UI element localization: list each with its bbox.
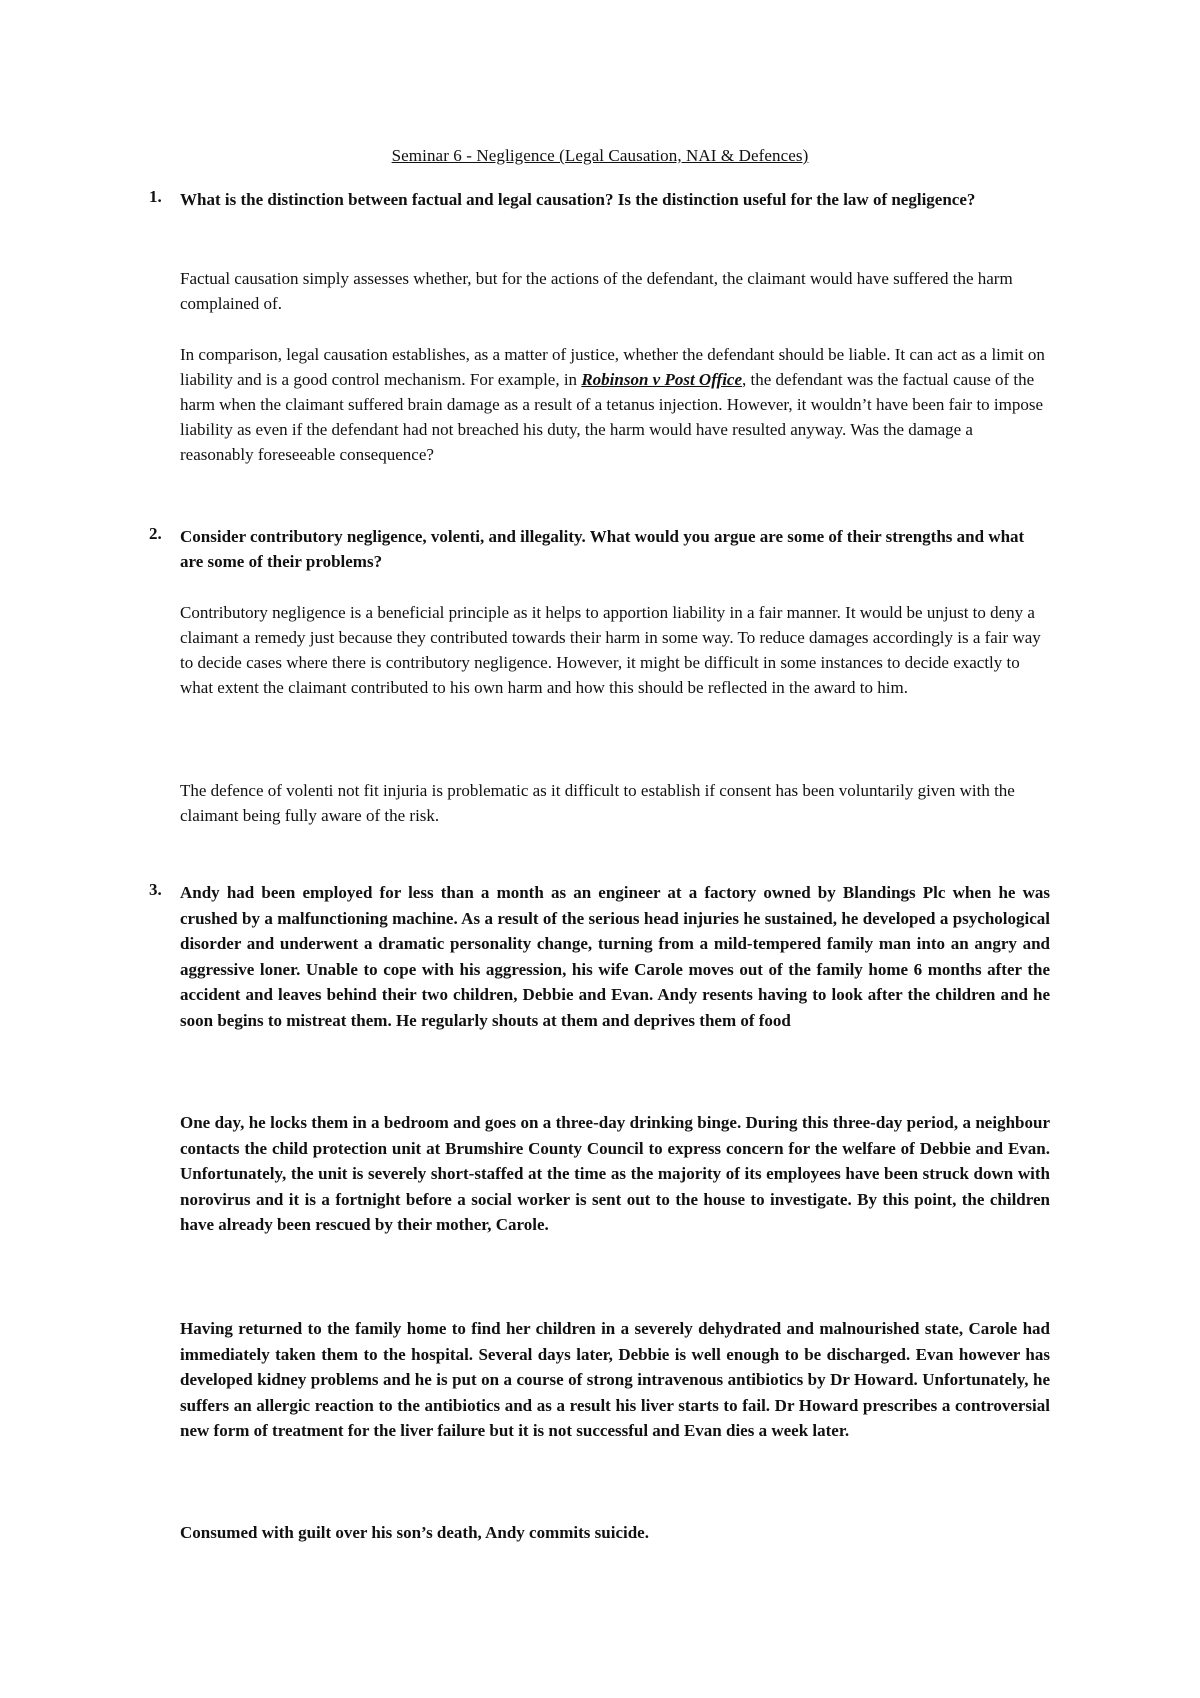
scenario-text: Andy had been employed for less than a month as an engineer at a factory owned by Blandings Plc when he was crushed by a malfunctioning machine. As a result of the serious head injuries he sustained, he developed a psychological disorder and underwent a dramatic personality change, turning from a mild-tempered family man into an angry and aggressive loner. Unable to cope with his aggression, his wife Carole moves out of the family home 6 months after the accident and leaves behind their two children, Debbie and Evan. Andy resents having to look after the children and he soon begins to mistreat them. He regularly shouts at them and deprives them of food [180, 883, 1050, 1030]
question-3-paragraph-3 [180, 1316, 1050, 1444]
question-3-paragraph-4 [180, 1520, 1050, 1546]
scenario-text: Having returned to the family home to find her children in a severely dehydrated and malnourished state, Carole had immediately taken them to the hospital. Several days later, Debbie is well enough to be discharged. Evan however has developed kidney problems and he is put on a course of strong intravenous antibiotics by Dr Howard. Unfortunately, he suffers an allergic reaction to the antibiotics and as a result his liver starts to fail. Dr Howard prescribes a controversial new form of treatment for the liver failure but it is not successful and Evan dies a week later. [180, 1319, 1050, 1440]
case-citation: Robinson v Post Office [581, 370, 743, 389]
question-3-paragraph-2 [180, 1110, 1050, 1238]
answer-text: Factual causation simply assesses whether, but for the actions of the defendant, the claimant would have suffered the harm complained of. [180, 269, 1013, 313]
scenario-text: One day, he locks them in a bedroom and goes on a three-day drinking binge. During this three-day period, a neighbour contacts the child protection unit at Brumshire County Council to express concern for the welfare of Debbie and Evan. Unfortunately, the unit is severely short-staffed at the time as the majority of its employees have been struck down with norovirus and it is a fortnight before a social worker is sent out to the house to investigate. By this point, the children have already been rescued by their mother, Carole. [180, 1113, 1050, 1234]
answer-text [180, 342, 1050, 467]
question-number: 1. [149, 187, 162, 206]
page-title: Seminar 6 - Negligence (Legal Causation, NAI & Defences) [391, 146, 809, 165]
question-2 [149, 524, 1050, 574]
question-text: Consider contributory negligence, volenti, and illegality. What would you argue are some of their strengths and what are some of their problems? [180, 527, 1025, 571]
answer-1-paragraph-2 [180, 342, 1050, 467]
answer-text-part: In comparison, legal causation establishes, as a matter of justice, whether the defendant should be liable. It can act as a limit on liability and is a good control mechanism. For example, in [180, 345, 1045, 389]
answer-text: The defence of volenti not fit injuria is problematic as it difficult to establish if consent has been voluntarily given with the claimant being fully aware of the risk. [180, 781, 1015, 825]
answer-text-part: , the defendant was the factual cause of the harm when the claimant suffered brain damage as a result of a tetanus injection. However, it wouldn’t have been fair to impose liability as even if the defendant had not breached his duty, the harm would have resulted anyway. Was the damage a reasonably foreseeable consequence? [180, 370, 1044, 464]
answer-2-paragraph-2 [180, 778, 1050, 828]
answer-text: Contributory negligence is a beneficial principle as it helps to apportion liability in a fair manner. It would be unjust to deny a claimant a remedy just because they contributed towards their harm in some way. To reduce damages accordingly is a fair way to decide cases where there is contributory negligence. However, it might be difficult in some instances to decide exactly to what extent the claimant contributed to his own harm and how this should be reflected in the award to him. [180, 603, 1041, 697]
question-1 [149, 187, 1050, 212]
question-text: What is the distinction between factual and legal causation? Is the distinction useful for the law of negligence? [180, 190, 976, 209]
question-number: 3. [149, 880, 162, 899]
answer-2-paragraph-1 [180, 600, 1050, 700]
question-number: 2. [149, 524, 162, 543]
scenario-text: Consumed with guilt over his son’s death, Andy commits suicide. [180, 1523, 649, 1542]
answer-1-paragraph-1 [180, 266, 1050, 316]
question-3-paragraph-1 [149, 880, 1050, 1033]
